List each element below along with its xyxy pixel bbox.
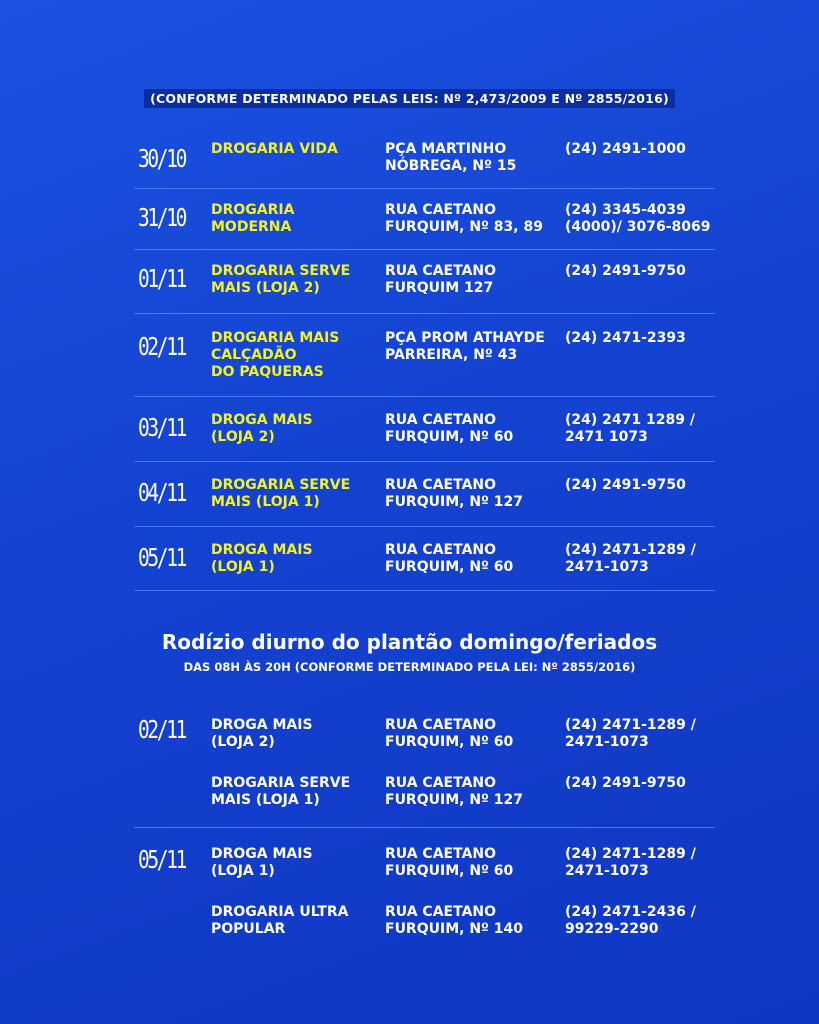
law-note-text: (CONFORME DETERMINADO PELAS LEIS: Nº 2,473/2009 E Nº 2855/2016) <box>144 89 675 108</box>
holiday-table <box>134 700 715 958</box>
pharmacy-name: DROGARIA ULTRA POPULAR <box>211 904 349 937</box>
pharmacy-phone: (24) 2491-9750 <box>565 263 686 279</box>
pharmacy-name: DROGARIA VIDA <box>211 141 338 157</box>
pharmacy-address: RUA CAETANO FURQUIM, Nº 127 <box>385 477 524 510</box>
pharmacy-name: DROGA MAIS (LOJA 2) <box>211 717 313 750</box>
row-date: 01/11 <box>138 264 186 293</box>
row-date: 04/11 <box>138 478 186 507</box>
pharmacy-address: RUA CAETANO FURQUIM, Nº 83, 89 <box>385 202 543 235</box>
pharmacy-phone: (24) 2491-9750 <box>565 775 686 791</box>
row-date: 03/11 <box>138 413 186 442</box>
pharmacy-name: DROGARIA MAIS CALÇADÃO DO PAQUERAS <box>211 330 340 380</box>
pharmacy-name: DROGARIA SERVE MAIS (LOJA 1) <box>211 775 351 808</box>
section-subtitle: DAS 08H ÀS 20H (CONFORME DETERMINADO PELA LEI: Nº 2855/2016) <box>183 660 636 674</box>
pharmacy-address: RUA CAETANO FURQUIM, Nº 60 <box>385 412 514 445</box>
pharmacy-phone: (24) 2471-2436 / 99229-2290 <box>565 904 696 937</box>
pharmacy-address: RUA CAETANO FURQUIM, Nº 60 <box>385 542 514 575</box>
pharmacy-name: DROGA MAIS (LOJA 1) <box>211 846 313 879</box>
pharmacy-name: DROGARIA MODERNA <box>211 202 295 235</box>
pharmacy-phone: (24) 2491-9750 <box>565 477 686 493</box>
table-row <box>134 128 715 189</box>
table-row <box>134 314 715 397</box>
row-date: 02/11 <box>138 332 186 361</box>
table-row <box>134 700 715 828</box>
table-row <box>134 250 715 314</box>
pharmacy-phone: (24) 2471-2393 <box>565 330 686 346</box>
table-row <box>134 189 715 250</box>
pharmacy-phone: (24) 2471 1289 / 2471 1073 <box>565 412 695 445</box>
pharmacy-phone: (24) 2491-1000 <box>565 141 686 157</box>
pharmacy-name: DROGARIA SERVE MAIS (LOJA 2) <box>211 263 351 296</box>
row-date: 05/11 <box>138 543 186 572</box>
pharmacy-name: DROGA MAIS (LOJA 1) <box>211 542 313 575</box>
pharmacy-phone: (24) 2471-1289 / 2471-1073 <box>565 542 696 575</box>
table-row <box>134 462 715 527</box>
row-date: 31/10 <box>138 203 186 232</box>
row-date: 30/10 <box>138 144 186 173</box>
table-row <box>134 828 715 958</box>
pharmacy-address: RUA CAETANO FURQUIM, Nº 140 <box>385 904 524 937</box>
pharmacy-address: RUA CAETANO FURQUIM, Nº 127 <box>385 775 524 808</box>
row-date: 05/11 <box>138 845 186 874</box>
section-title: Rodízio diurno do plantão domingo/feriados <box>161 630 658 654</box>
pharmacy-address: RUA CAETANO FURQUIM, Nº 60 <box>385 846 514 879</box>
pharmacy-phone: (24) 2471-1289 / 2471-1073 <box>565 717 696 750</box>
pharmacy-name: DROGA MAIS (LOJA 2) <box>211 412 313 445</box>
schedule-table <box>134 128 715 591</box>
pharmacy-phone: (24) 3345-4039 (4000)/ 3076-8069 <box>565 202 711 235</box>
row-date: 02/11 <box>138 715 186 744</box>
pharmacy-name: DROGARIA SERVE MAIS (LOJA 1) <box>211 477 351 510</box>
table-row <box>134 527 715 591</box>
pharmacy-phone: (24) 2471-1289 / 2471-1073 <box>565 846 696 879</box>
table-row <box>134 397 715 462</box>
pharmacy-address: RUA CAETANO FURQUIM 127 <box>385 263 497 296</box>
pharmacy-address: RUA CAETANO FURQUIM, Nº 60 <box>385 717 514 750</box>
law-note-top <box>0 88 819 107</box>
pharmacy-address: PÇA MARTINHO NÓBREGA, Nº 15 <box>385 141 517 174</box>
pharmacy-address: PÇA PROM ATHAYDE PARREIRA, Nº 43 <box>385 330 545 363</box>
